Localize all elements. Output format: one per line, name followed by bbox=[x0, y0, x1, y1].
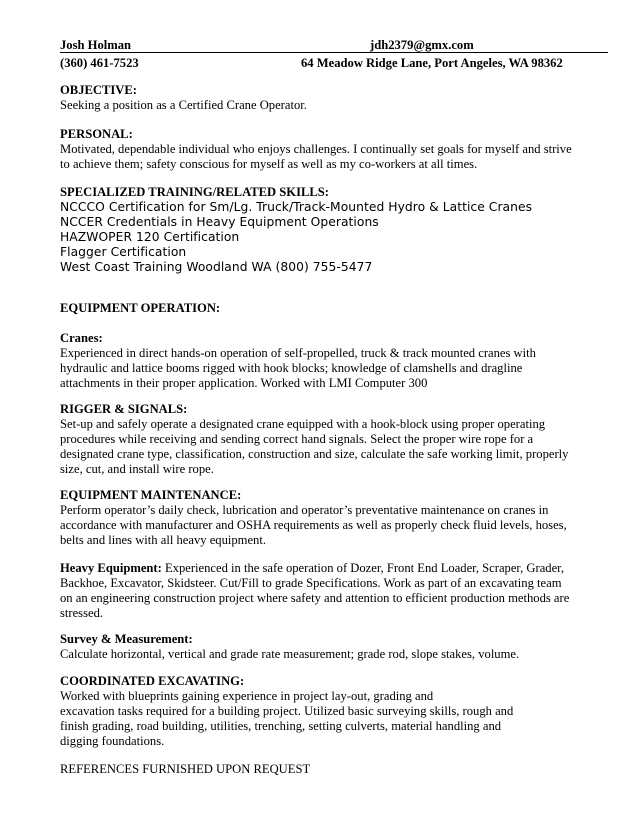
references-note: REFERENCES FURNISHED UPON REQUEST bbox=[60, 762, 311, 776]
coordinated-line: digging foundations. bbox=[60, 734, 165, 748]
applicant-phone: (360) 461-7523 bbox=[60, 56, 139, 70]
coordinated-line: excavation tasks required for a building project. Utilized basic surveying skills, rough and bbox=[60, 704, 514, 718]
applicant-name: Josh Holman bbox=[60, 38, 132, 52]
survey-section bbox=[60, 632, 580, 662]
survey-heading: Survey & Measurement: bbox=[60, 632, 193, 646]
coordinated-line: Worked with blueprints gaining experience in project lay-out, grading and bbox=[60, 689, 434, 703]
cranes-heading: Cranes: bbox=[60, 331, 103, 345]
equipment-operation-section bbox=[60, 301, 580, 316]
applicant-email: jdh2379@gmx.com bbox=[370, 38, 474, 52]
cranes-line: hydraulic and lattice booms rigged with hook blocks; knowledge of clamshells and dragline bbox=[60, 361, 523, 375]
survey-text: Calculate horizontal, vertical and grade rate measurement; grade rod, slope stakes, volume. bbox=[60, 647, 520, 661]
maintenance-section bbox=[60, 488, 580, 548]
training-item: West Coast Training Woodland WA (800) 755-5477 bbox=[60, 260, 373, 274]
objective-section bbox=[60, 83, 580, 113]
heavy-equipment-line: on an engineering construction project where safety and attention to efficient production methods are bbox=[60, 591, 570, 605]
maintenance-line: Perform operator’s daily check, lubrication and operator’s preventative maintenance on cranes in bbox=[60, 503, 549, 517]
rigger-heading: RIGGER & SIGNALS: bbox=[60, 402, 188, 416]
references-section bbox=[60, 762, 580, 777]
personal-heading: PERSONAL: bbox=[60, 127, 133, 141]
heavy-equipment-label: Heavy Equipment: bbox=[60, 561, 162, 575]
heavy-equipment-first-line bbox=[60, 561, 580, 576]
training-item: NCCCO Certification for Sm/Lg. Truck/Track-Mounted Hydro & Lattice Cranes bbox=[60, 200, 533, 214]
training-item: Flagger Certification bbox=[60, 245, 187, 259]
maintenance-line: belts and lines with all heavy equipment. bbox=[60, 533, 267, 547]
cranes-line: Experienced in direct hands-on operation of self-propelled, truck & track mounted cranes with bbox=[60, 346, 536, 360]
cranes-line: attachments in their proper application. Worked with LMI Computer 300 bbox=[60, 376, 428, 390]
rigger-line: designated crane type, classification, construction and size, calculate the safe working limit, properly bbox=[60, 447, 569, 461]
rigger-line: Set-up and safely operate a designated crane equipped with a hook-block using proper operating bbox=[60, 417, 546, 431]
rigger-line: size, cut, and install wire rope. bbox=[60, 462, 214, 476]
header-divider bbox=[60, 52, 608, 53]
coordinated-line: finish grading, road building, utilities, trenching, setting culverts, material handling and bbox=[60, 719, 502, 733]
maintenance-line: accordance with manufacturer and OSHA requirements as well as properly check fluid levels, hoses, bbox=[60, 518, 567, 532]
training-item: HAZWOPER 120 Certification bbox=[60, 230, 240, 244]
heavy-equipment-section bbox=[60, 561, 580, 621]
training-heading: SPECIALIZED TRAINING/RELATED SKILLS: bbox=[60, 185, 329, 199]
coordinated-section bbox=[60, 674, 580, 749]
training-item: NCCER Credentials in Heavy Equipment Operations bbox=[60, 215, 379, 229]
personal-line: to achieve them; safety conscious for myself as well as my co-workers at all times. bbox=[60, 157, 478, 171]
header-row-1 bbox=[60, 38, 608, 53]
objective-text: Seeking a position as a Certified Crane Operator. bbox=[60, 98, 307, 112]
heavy-equipment-line: stressed. bbox=[60, 606, 104, 620]
objective-heading: OBJECTIVE: bbox=[60, 83, 137, 97]
personal-section bbox=[60, 127, 580, 172]
heavy-equipment-text: Experienced in the safe operation of Dozer, Front End Loader, Scraper, Grader, bbox=[161, 561, 565, 575]
training-section bbox=[60, 185, 580, 275]
coordinated-heading: COORDINATED EXCAVATING: bbox=[60, 674, 245, 688]
heavy-equipment-line: Backhoe, Excavator, Skidsteer. Cut/Fill to grade Specifications. Work as part of an excavating team bbox=[60, 576, 562, 590]
cranes-section bbox=[60, 331, 580, 391]
applicant-address: 64 Meadow Ridge Lane, Port Angeles, WA 98362 bbox=[301, 56, 563, 70]
header-row-2 bbox=[60, 56, 608, 71]
rigger-line: procedures while receiving and sending correct hand signals. Select the proper wire rope for a bbox=[60, 432, 534, 446]
rigger-section bbox=[60, 402, 580, 477]
maintenance-heading: EQUIPMENT MAINTENANCE: bbox=[60, 488, 242, 502]
personal-line: Motivated, dependable individual who enjoys challenges. I continually set goals for myself and strive bbox=[60, 142, 572, 156]
equipment-operation-heading: EQUIPMENT OPERATION: bbox=[60, 301, 221, 315]
